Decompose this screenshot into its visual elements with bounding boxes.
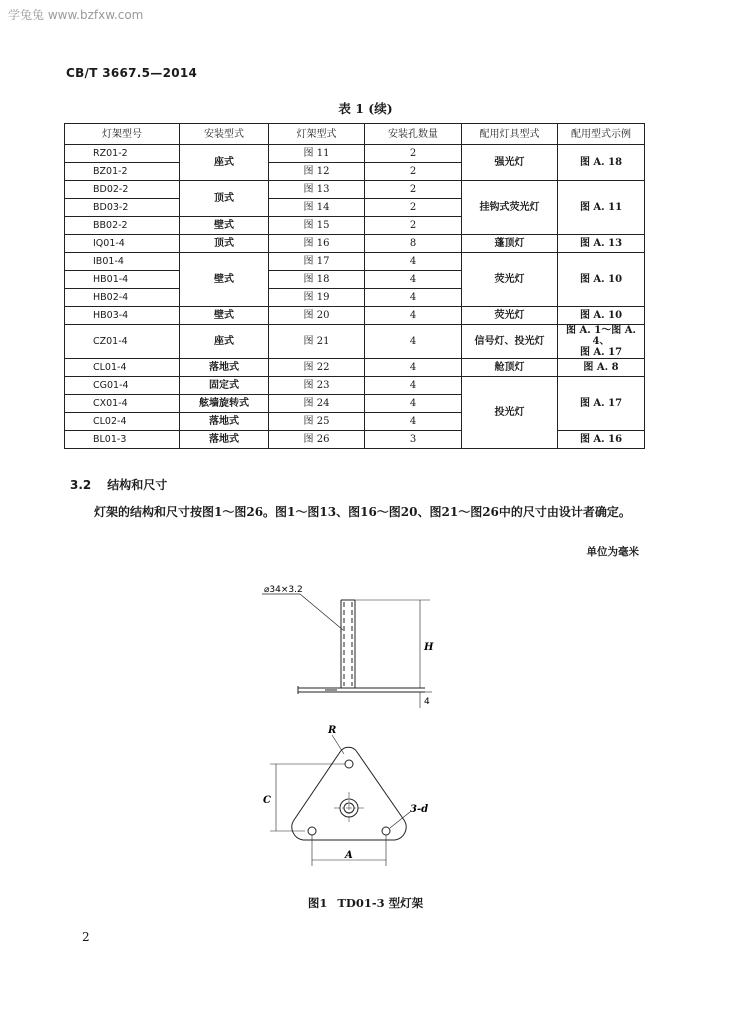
standard-number: CB/T 3667.5—2014 — [66, 66, 198, 80]
bracket-type-cell: 图 19 — [269, 289, 365, 307]
hole-count-cell: 2 — [365, 145, 462, 163]
header-cell: 灯架型号 — [65, 124, 180, 145]
example-cell: 图 A. 8 — [558, 359, 645, 377]
radius-label: R — [328, 725, 337, 736]
mount-type-cell: 壁式 — [180, 217, 269, 235]
model-cell: CX01-4 — [65, 395, 180, 413]
lamp-type-cell: 投光灯 — [462, 377, 558, 449]
section-title: 结构和尺寸 — [107, 478, 168, 492]
model-cell: BD02-2 — [65, 181, 180, 199]
bracket-type-cell: 图 16 — [269, 235, 365, 253]
example-cell: 图 A. 17 — [558, 377, 645, 431]
unit-note: 单位为毫米 — [586, 546, 639, 558]
header-cell: 配用灯具型式 — [462, 124, 558, 145]
mount-type-cell: 落地式 — [180, 413, 269, 431]
header-cell: 安装型式 — [180, 124, 269, 145]
model-cell: BD03-2 — [65, 199, 180, 217]
mount-type-cell: 落地式 — [180, 359, 269, 377]
model-cell: BB02-2 — [65, 217, 180, 235]
figure-title: TD01-3 型灯架 — [337, 896, 424, 910]
mount-type-cell: 壁式 — [180, 307, 269, 325]
bracket-type-cell: 图 21 — [269, 325, 365, 359]
hole-count-cell: 2 — [365, 199, 462, 217]
mount-type-cell: 固定式 — [180, 377, 269, 395]
mount-type-cell: 舷墙旋转式 — [180, 395, 269, 413]
mount-type-cell: 落地式 — [180, 431, 269, 449]
bracket-type-cell: 图 15 — [269, 217, 365, 235]
top-view — [270, 735, 410, 866]
model-cell: CL01-4 — [65, 359, 180, 377]
bracket-type-cell: 图 24 — [269, 395, 365, 413]
model-cell: IB01-4 — [65, 253, 180, 271]
figure-number: 图1 — [307, 896, 328, 910]
bracket-type-cell: 图 17 — [269, 253, 365, 271]
a-dimension-label: A — [345, 850, 353, 861]
hole-count-cell: 4 — [365, 325, 462, 359]
example-cell: 图 A. 13 — [558, 235, 645, 253]
lamp-type-cell: 舱顶灯 — [462, 359, 558, 377]
bracket-type-cell: 图 25 — [269, 413, 365, 431]
hole-count-cell: 3 — [365, 431, 462, 449]
figure-caption — [0, 895, 731, 911]
bracket-type-cell: 图 11 — [269, 145, 365, 163]
example-line: 图 A. 17 — [579, 347, 623, 358]
table-caption: 表 1 (续) — [338, 101, 393, 116]
example-cell: 图 A. 18 — [558, 145, 645, 181]
example-cell: 图 A. 10 — [558, 307, 645, 325]
bracket-type-cell: 图 12 — [269, 163, 365, 181]
hole-count-cell: 4 — [365, 395, 462, 413]
hole-count-cell: 2 — [365, 181, 462, 199]
pipe-dimension-label: ⌀34×3.2 — [264, 585, 303, 595]
mount-type-cell: 壁式 — [180, 253, 269, 307]
model-cell: HB03-4 — [65, 307, 180, 325]
hole-count-cell: 8 — [365, 235, 462, 253]
mount-type-cell: 顶式 — [180, 181, 269, 217]
mount-type-cell: 座式 — [180, 145, 269, 181]
model-cell: RZ01-2 — [65, 145, 180, 163]
thickness-label: 4 — [424, 697, 430, 707]
header-cell: 安装孔数量 — [365, 124, 462, 145]
header-cell: 灯架型式 — [269, 124, 365, 145]
bracket-type-cell: 图 26 — [269, 431, 365, 449]
side-view — [262, 594, 432, 708]
hole-count-cell: 4 — [365, 271, 462, 289]
height-label: H — [424, 642, 434, 653]
model-cell: CZ01-4 — [65, 325, 180, 359]
page-number: 2 — [82, 930, 90, 944]
watermark: 学兔兔 www.bzfxw.com — [8, 8, 144, 22]
hole-count-cell: 2 — [365, 217, 462, 235]
header-cell: 配用型式示例 — [558, 124, 645, 145]
bracket-type-cell: 图 23 — [269, 377, 365, 395]
model-cell: BL01-3 — [65, 431, 180, 449]
model-cell: HB02-4 — [65, 289, 180, 307]
lamp-type-cell: 信号灯、投光灯 — [462, 325, 558, 359]
bracket-type-cell: 图 22 — [269, 359, 365, 377]
model-cell: CG01-4 — [65, 377, 180, 395]
hole-count-cell: 2 — [365, 163, 462, 181]
hole-count-cell: 4 — [365, 289, 462, 307]
lamp-type-cell: 荧光灯 — [462, 253, 558, 307]
model-cell: BZ01-2 — [65, 163, 180, 181]
example-line: 图 A. 1～图 A. 4、 — [566, 325, 636, 347]
example-cell: 图 A. 11 — [558, 181, 645, 235]
hole-count-cell: 4 — [365, 377, 462, 395]
bracket-type-cell: 图 20 — [269, 307, 365, 325]
model-cell: CL02-4 — [65, 413, 180, 431]
lamp-type-cell: 强光灯 — [462, 145, 558, 181]
mount-type-cell: 座式 — [180, 325, 269, 359]
lamp-type-cell: 荧光灯 — [462, 307, 558, 325]
lamp-type-cell: 蓬顶灯 — [462, 235, 558, 253]
model-cell: IQ01-4 — [65, 235, 180, 253]
model-cell: HB01-4 — [65, 271, 180, 289]
hole-count-cell: 4 — [365, 253, 462, 271]
mount-type-cell: 顶式 — [180, 235, 269, 253]
bracket-type-cell: 图 14 — [269, 199, 365, 217]
body-paragraph: 灯架的结构和尺寸按图1～图26。图1～图13、图16～图20、图21～图26中的尺寸由设计者确定。 — [94, 505, 631, 519]
holes-label: 3-d — [410, 804, 429, 815]
hole-count-cell: 4 — [365, 413, 462, 431]
bracket-type-cell: 图 13 — [269, 181, 365, 199]
c-dimension-label: C — [263, 795, 271, 806]
hole-count-cell: 4 — [365, 359, 462, 377]
example-cell: 图 A. 16 — [558, 431, 645, 449]
hole-count-cell: 4 — [365, 307, 462, 325]
lamp-type-cell: 挂钩式荧光灯 — [462, 181, 558, 235]
section-number: 3.2 — [70, 478, 92, 492]
bracket-type-cell: 图 18 — [269, 271, 365, 289]
example-cell: 图 A. 10 — [558, 253, 645, 307]
